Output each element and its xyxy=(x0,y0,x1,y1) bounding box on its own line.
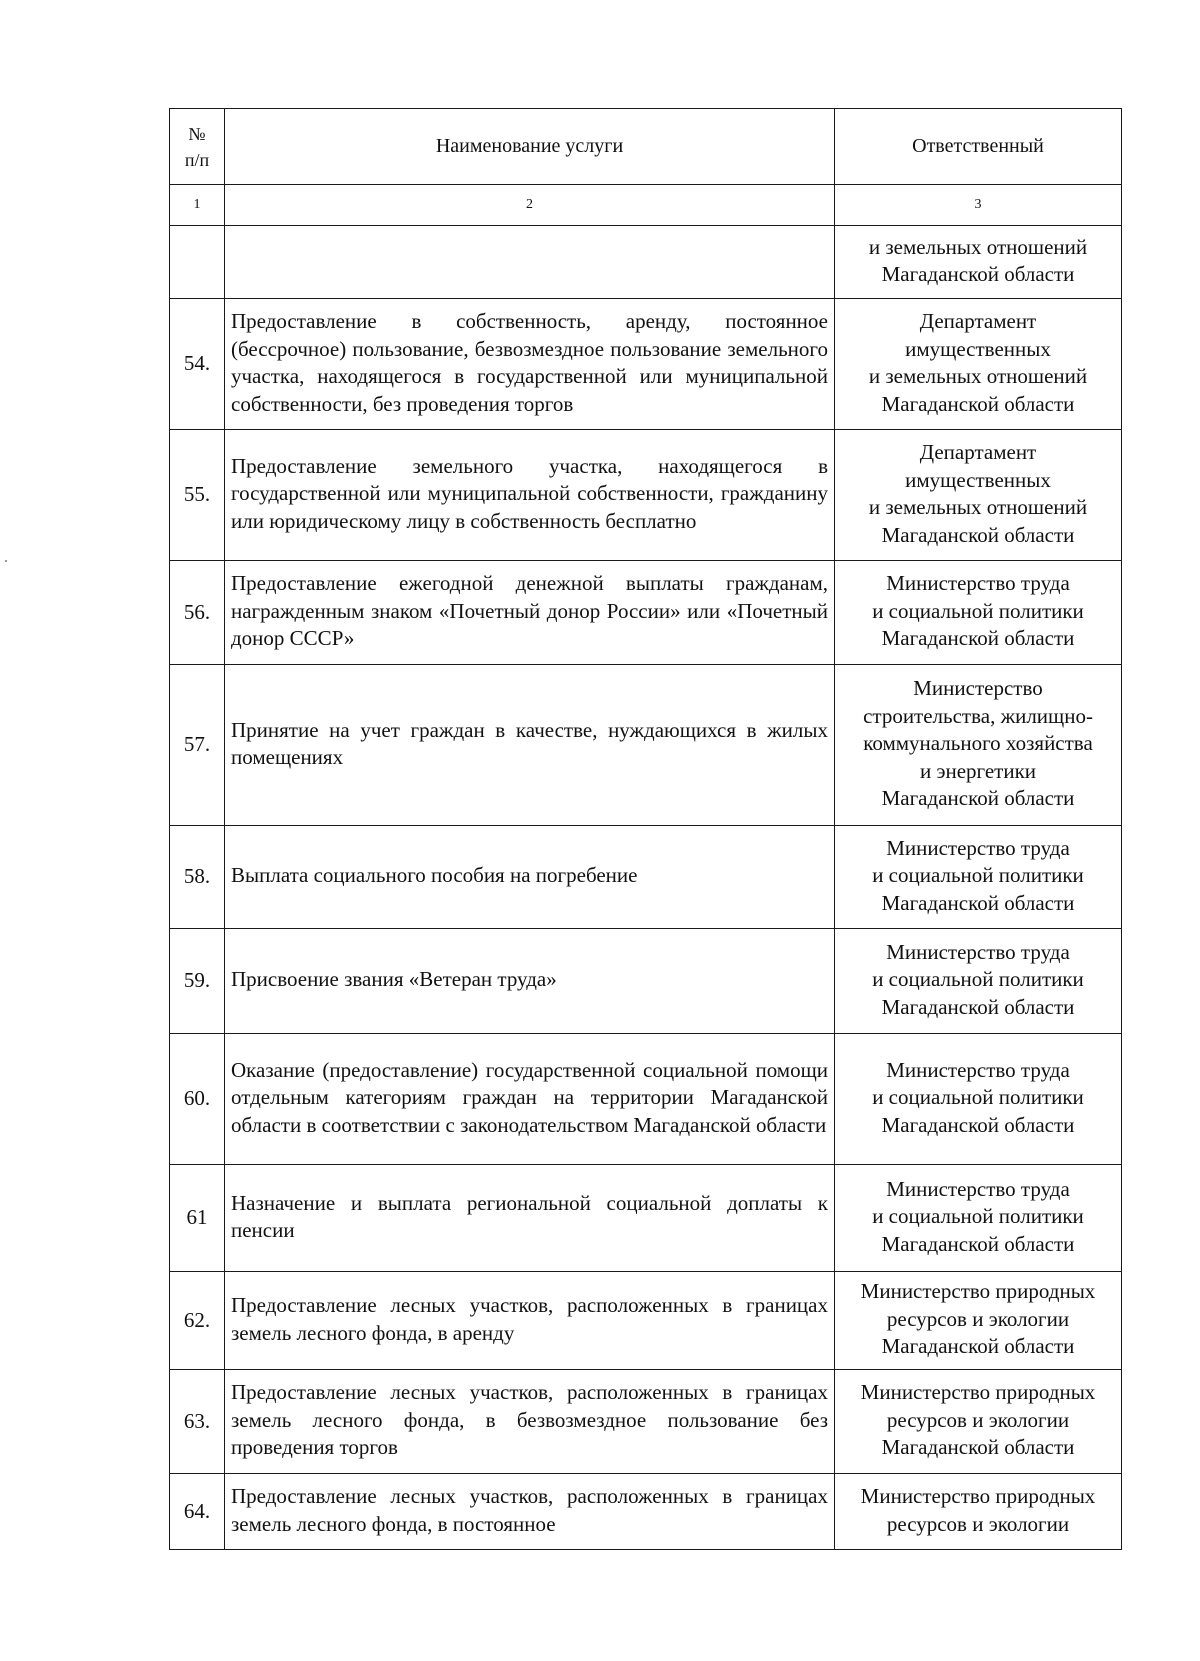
service-name: Предоставление в собственность, аренду, постоянное (бессрочное) пользование, безвозмездное пользование земельного участка, находящегося в государственной или муниципальной собственности, без проведения торгов xyxy=(225,299,835,430)
header-num-sign: № xyxy=(188,123,206,144)
responsible-body: Министерство труда и социальной политики Магаданской области xyxy=(835,826,1122,929)
column-index-row xyxy=(170,185,1122,226)
responsible-body: Министерство природных ресурсов и экологии xyxy=(835,1474,1122,1550)
service-name: Предоставление ежегодной денежной выплаты гражданам, награжденным знаком «Почетный донор России» или «Почетный донор СССР» xyxy=(225,561,835,665)
row-number xyxy=(170,226,225,299)
row-number: 59. xyxy=(170,929,225,1034)
column-index-3: 3 xyxy=(835,185,1122,226)
row-number: 57. xyxy=(170,665,225,826)
row-number: 58. xyxy=(170,826,225,929)
responsible-body: Департамент имущественных и земельных отношений Магаданской области xyxy=(835,430,1122,561)
table-row xyxy=(170,561,1122,665)
header-num-abbrev: п/п xyxy=(184,149,210,170)
responsible-body: Департамент имущественных и земельных отношений Магаданской области xyxy=(835,299,1122,430)
service-name: Назначение и выплата региональной социальной доплаты к пенсии xyxy=(225,1165,835,1272)
header-num xyxy=(170,109,225,185)
service-name: Предоставление лесных участков, расположенных в границах земель лесного фонда, в постоянное xyxy=(225,1474,835,1550)
responsible-body: Министерство строительства, жилищно- коммунального хозяйства и энергетики Магаданской области xyxy=(835,665,1122,826)
column-index-1: 1 xyxy=(170,185,225,226)
table-row xyxy=(170,226,1122,299)
table-row xyxy=(170,430,1122,561)
service-name: Принятие на учет граждан в качестве, нуждающихся в жилых помещениях xyxy=(225,665,835,826)
services-table xyxy=(169,108,1122,1550)
header-service-name: Наименование услуги xyxy=(225,109,835,185)
service-name: Предоставление лесных участков, расположенных в границах земель лесного фонда, в аренду xyxy=(225,1272,835,1370)
responsible-body: Министерство труда и социальной политики Магаданской области xyxy=(835,929,1122,1034)
responsible-body: и земельных отношений Магаданской области xyxy=(835,226,1122,299)
table-row xyxy=(170,1272,1122,1370)
row-number: 60. xyxy=(170,1034,225,1165)
responsible-body: Министерство труда и социальной политики Магаданской области xyxy=(835,1165,1122,1272)
responsible-body: Министерство природных ресурсов и экологии Магаданской области xyxy=(835,1272,1122,1370)
table-row xyxy=(170,1370,1122,1474)
table-row xyxy=(170,665,1122,826)
row-number: 56. xyxy=(170,561,225,665)
row-number: 63. xyxy=(170,1370,225,1474)
row-number: 61 xyxy=(170,1165,225,1272)
responsible-body: Министерство труда и социальной политики Магаданской области xyxy=(835,1034,1122,1165)
scan-artifact-dot xyxy=(5,560,7,562)
service-name: Предоставление земельного участка, находящегося в государственной или муниципальной собственности, гражданину или юридическому лицу в собственность бесплатно xyxy=(225,430,835,561)
table-row xyxy=(170,1034,1122,1165)
table-row xyxy=(170,826,1122,929)
responsible-body: Министерство природных ресурсов и экологии Магаданской области xyxy=(835,1370,1122,1474)
row-number: 62. xyxy=(170,1272,225,1370)
responsible-body: Министерство труда и социальной политики Магаданской области xyxy=(835,561,1122,665)
service-name: Выплата социального пособия на погребение xyxy=(225,826,835,929)
service-name: Предоставление лесных участков, расположенных в границах земель лесного фонда, в безвозмездное пользование без проведения торгов xyxy=(225,1370,835,1474)
service-name xyxy=(225,226,835,299)
row-number: 64. xyxy=(170,1474,225,1550)
service-name: Присвоение звания «Ветеран труда» xyxy=(225,929,835,1034)
table-row xyxy=(170,1165,1122,1272)
table-row xyxy=(170,1474,1122,1550)
service-name: Оказание (предоставление) государственной социальной помощи отдельным категориям граждан на территории Магаданской области в соответствии с законодательством Магаданской области xyxy=(225,1034,835,1165)
header-responsible: Ответственный xyxy=(835,109,1122,185)
row-number: 54. xyxy=(170,299,225,430)
table-header-row xyxy=(170,109,1122,185)
column-index-2: 2 xyxy=(225,185,835,226)
table-row xyxy=(170,299,1122,430)
table-row xyxy=(170,929,1122,1034)
row-number: 55. xyxy=(170,430,225,561)
